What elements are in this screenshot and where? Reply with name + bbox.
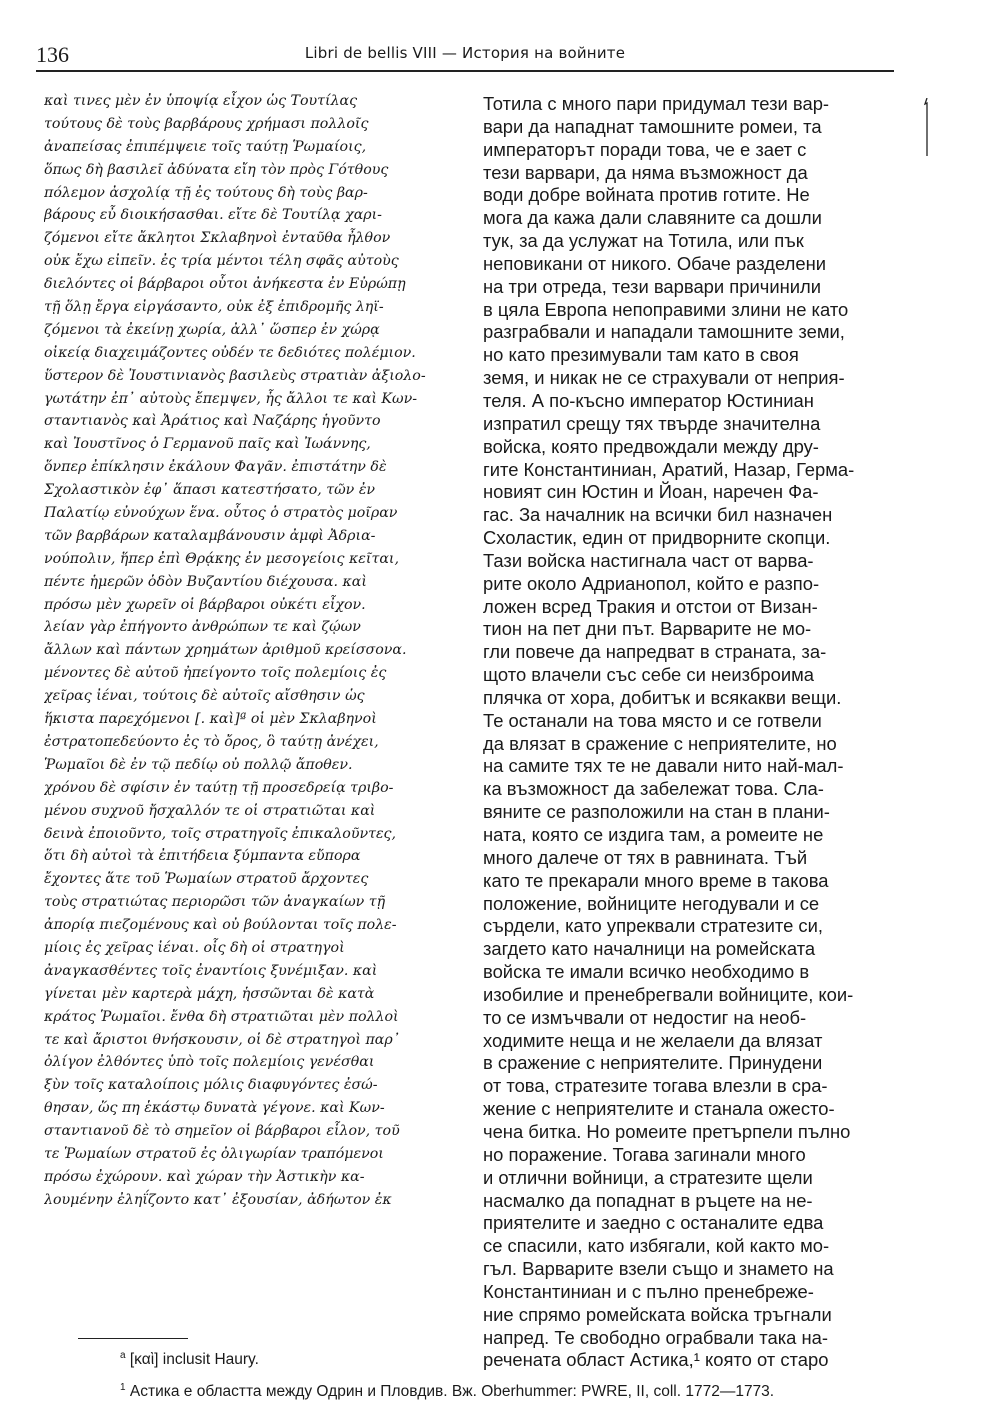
bulgarian-text-line: неповикани от никого. Обаче разделени [483, 252, 827, 274]
greek-text-line: δεινὰ ἐποιοῦντο, τοῖς στρατηγοῖς ἐπικαλοῦντες, [44, 825, 397, 842]
bulgarian-text-line: войска те имали всичко необходимо в [483, 961, 810, 983]
greek-text-line: καὶ τινες μὲν ἐν ὑποψίᾳ εἶχον ὡς Τουτίλας [44, 93, 358, 109]
greek-text-line: πρόσω μὲν χωρεῖν οἱ βάρβαροι οὐκέτι εἶχον. [44, 596, 366, 613]
greek-text-line: ζόμενοι τὰ ἐκείνῃ χωρία, ἀλλ᾽ ὥσπερ ἐν χώρᾳ [44, 321, 380, 338]
greek-text-line: πέντε ἡμερῶν ὁδὸν Βυζαντίου διέχουσα. καὶ [44, 573, 367, 590]
bulgarian-text-line: тези варвари, да няма възможност да [483, 161, 808, 183]
footnote-rule [78, 1338, 188, 1339]
greek-text-line: τοὺς στρατιώτας περιορῶσι τῶν ἀναγκαίων τῇ [44, 894, 386, 911]
greek-text-line: νούπολιν, ἥπερ ἐπὶ Θρᾴκης ἐν μεσογείοις κεῖται, [44, 550, 399, 567]
bulgarian-text-line: води добре войната против готите. Не [483, 184, 810, 206]
greek-text-line: ἥκιστα παρεχόμενοι [. καὶ]ª οἱ μὲν Σκλαβηνοὶ [44, 711, 377, 728]
greek-text-line: κράτος Ῥωμαῖοι. ἔνθα δὴ στρατιῶται μὲν πολλοὶ [44, 1008, 399, 1025]
greek-text-line: θησαν, ὥς πη ἑκάστῳ δυνατὰ γέγονε. καὶ Κων- [44, 1100, 385, 1117]
bulgarian-text-line: императорът поради това, че е зает с [483, 138, 807, 160]
footnote-1-text: Астика е областта между Одрин и Пловдив. Вж. Oberhummer: PWRE, II, coll. 1772—1773. [129, 1383, 775, 1401]
bulgarian-text-line: като те прекарали много време в такова [483, 869, 829, 891]
greek-text-line: ζόμενοι εἴτε ἄκλητοι Σκλαβηνοὶ ἐνταῦθα ἦλθον [44, 230, 391, 247]
greek-text-line: τε Ῥωμαίων στρατοῦ ἐς ὀλιγωρίαν τραπόμενοι [44, 1145, 384, 1162]
bulgarian-text-line: много далече от тях в равнината. Тъй [483, 846, 808, 868]
bulgarian-text-line: вари да нападнат тамошните ромеи, та [483, 115, 822, 137]
bulgarian-text-column [483, 93, 895, 1372]
footnote-1-marker: 1 [120, 1382, 126, 1393]
greek-text-line: ἀναγκασθέντες τοῖς ἐναντίοις ξυνέμιξαν. καὶ [44, 962, 378, 979]
greek-text-line: ὅνπερ ἐπίκλησιν ἐκάλουν Φαγᾶν. ἐπιστάτην δὲ [44, 459, 387, 476]
greek-text-line: μίοις ἐς χεῖρας ἰέναι. οἷς δὴ οἱ στρατηγοὶ [44, 939, 345, 956]
greek-text-line: διελόντες οἱ βάρβαροι οὗτοι ἀνήκεστα ἐν Εὐρώπῃ [44, 276, 406, 293]
bulgarian-text-line: но поражение. Тогава загинали много [483, 1143, 806, 1165]
bulgarian-text-line: тион на пет дни път. Варварите не мо- [483, 618, 812, 640]
bulgarian-text-line: мога да кажа дали славяните са дошли [483, 207, 822, 229]
bulgarian-text-line: войска, която предвождали между дру- [483, 435, 819, 457]
bulgarian-text-line: ната, която се издига там, а ромеите не [483, 824, 824, 845]
greek-text-line: ἀναπείσας ἐπιπέμψειε τοῖς ταύτῃ Ῥωμαίοις, [44, 138, 367, 155]
bulgarian-text-line: вяните се разположили на стан в плани- [483, 801, 830, 823]
bulgarian-text-line: гъл. Варварите взели също и знамето на [483, 1258, 834, 1280]
bulgarian-text-line: Схоластик, един от придворните скопци. [483, 527, 831, 549]
bulgarian-text-line: в цяла Европа непоправими злини не като [483, 298, 849, 320]
greek-text-line: τῇ ὅλῃ ἔργα εἰργάσαντο, οὐκ ἐξ ἐπιδρομῆς ληϊ- [44, 299, 384, 316]
bulgarian-text-line: земя, и никак не се страхували от неприя- [483, 367, 845, 389]
margin-mark [922, 98, 932, 156]
greek-text-line: μένου συχνοῦ ἤσχαλλόν τε οἱ στρατιῶται καὶ [44, 802, 376, 819]
greek-text-line: καὶ Ἰουστῖνος ὁ Γερμανοῦ παῖς καὶ Ἰωάννης, [44, 436, 371, 453]
bulgarian-text-line: се спасили, като избягали, кой както мо- [483, 1235, 830, 1257]
bulgarian-text-line: ка възможност да забележат това. Сла- [483, 778, 824, 800]
bulgarian-text-line: гите Константиниан, Аратий, Назар, Герма- [483, 458, 855, 480]
greek-text-line: γίνεται μὲν καρτερὰ μάχη, ἡσσῶνται δὲ κατὰ [44, 985, 375, 1002]
bulgarian-text-line: щото влачели със себе си неизброима [483, 664, 814, 686]
greek-text-line: ὕστερον δὲ Ἰουστινιανὸς βασιλεὺς στρατιὰν ἀξιολο- [44, 367, 426, 384]
greek-text-line: πόλεμον ἀσχολίᾳ τῇ ἐς τούτους δὴ τοὺς βαρ- [44, 184, 368, 201]
greek-text-line: ξὺν τοῖς καταλοίποις μόλις διαφυγόντες ἐσώ- [44, 1077, 378, 1094]
footnote-a-marker: a [120, 1350, 126, 1361]
bulgarian-text-line: рите около Адрианопол, който е разпо- [483, 572, 820, 594]
bulgarian-text-line: теля. А по-късно император Юстиниан [483, 389, 814, 411]
bulgarian-text-line: в сражение с неприятелите. Принудени [483, 1052, 823, 1074]
greek-text-line: ἐστρατοπεδεύοντο ἐς τὸ ὄρος, ὃ ταύτῃ ἀνέχει, [44, 733, 379, 750]
bulgarian-text-line: загдето като началници на ромейската [483, 938, 816, 960]
greek-text-line: ὀλίγον ἐλθόντες ὑπὸ τοῖς πολεμίοις γενέσθαι [44, 1054, 375, 1071]
bulgarian-text-line: приятелите и заедно с останалите едва [483, 1212, 824, 1234]
greek-text-line: γωτάτην ἐπ᾽ αὐτοὺς ἔπεμψεν, ἧς ἄλλοι τε καὶ Κων- [44, 390, 417, 407]
bulgarian-text-line: речената област Астика,¹ която от старо [483, 1349, 829, 1371]
bulgarian-text-line: сърдели, като упреквали стратезите си, [483, 915, 824, 937]
bulgarian-text-line: гли повече да напредват в страната, за- [483, 641, 827, 663]
bulgarian-text-line: насмалко да попаднат в ръцете на не- [483, 1189, 813, 1211]
greek-text-line: σταντιανὸς καὶ Ἀράτιος καὶ Ναζάρης ἡγοῦντο [44, 413, 381, 430]
bulgarian-text-line: да влязат в сражение с неприятелите, но [483, 732, 837, 754]
greek-text-line: οὐκ ἔχω εἰπεῖν. ἐς τρία μέντοι τέλη σφᾶς αὐτοὺς [44, 253, 399, 270]
greek-text-line: τε καὶ ἄριστοι θνήσκουσιν, οἱ δὲ στρατηγοὶ παρ᾽ [44, 1031, 400, 1048]
bulgarian-text-line: Те останали на това място и се готвели [483, 709, 822, 731]
greek-text-line: σταντιανοῦ δὲ τὸ σημεῖον οἱ βάρβαροι εἷλον, τοῦ [44, 1123, 400, 1140]
footnote-a [120, 1350, 259, 1369]
bulgarian-text-line: гас. За началник на всички бил назначен [483, 504, 833, 526]
greek-text-line: τῶν βαρβάρων καταλαμβάνουσιν ἀμφὶ Ἀδρια- [44, 527, 376, 544]
bulgarian-text-line: Тази войска настигнала част от варва- [483, 549, 814, 571]
header-rule [36, 70, 894, 72]
greek-text-line: τούτους δὲ τοὺς βαρβάρους χρήμασι πολλοῖς [44, 115, 369, 132]
bulgarian-text-line: чена битка. Но ромеите претърпели пълно [483, 1120, 851, 1142]
greek-text-line: πρόσω ἐχώρουν. καὶ χώραν τὴν Ἀστικὴν κα- [44, 1168, 365, 1185]
bulgarian-text-line: изпратил срещу тях твърде значителна [483, 412, 821, 434]
bulgarian-text-line: тук, за да услужат на Тотила, или пък [483, 230, 804, 252]
greek-text-line: βάρους εὖ διοικήσασθαι. εἴτε δὲ Τουτίλᾳ χαρι- [44, 207, 382, 224]
greek-text-line: ὅπως δὴ βασιλεῖ ἀδύνατα εἴη τὸν πρὸς Γότθους [44, 161, 389, 178]
bulgarian-text-line: и отлични войници, а стратезите щели [483, 1166, 813, 1188]
greek-text-line: λουμένην ἐληΐζοντο κατ᾽ ἐξουσίαν, ἀδήωτον ἐκ [44, 1191, 392, 1208]
bulgarian-text-line: ние спрямо ромейската войска тръгнали [483, 1303, 832, 1325]
bulgarian-text-line: напред. Те свободно ограбвали така на- [483, 1326, 829, 1348]
bulgarian-text-line: то се измъчвали от недостиг на необ- [483, 1006, 807, 1028]
bulgarian-text-line: на три отреда, тези варвари причинили [483, 275, 822, 297]
greek-text-line: λείαν γὰρ ἐπήγοντο ἀνθρώπων τε καὶ ζῴων [44, 619, 361, 636]
bulgarian-text-line: Константиниан и с пълно пренебреже- [483, 1280, 814, 1302]
greek-text-line: ἔχοντες ἅτε τοῦ Ῥωμαίων στρατοῦ ἄρχοντες [44, 871, 369, 888]
greek-text-line: Σχολαστικὸν ἐφ᾽ ἅπασι κατεστήσατο, τῶν ἐν [44, 482, 376, 499]
running-head: Libri de bellis VIII — История на войните [304, 44, 626, 62]
bulgarian-text-line: но като презимували там като в своя [483, 344, 799, 366]
bulgarian-text-line: новият син Юстин и Йоан, наречен Фа- [483, 481, 819, 503]
page-number: 136 [36, 42, 69, 67]
bulgarian-text-line: положение, войниците негодували и се [483, 892, 820, 914]
greek-text-line: ὅτι δὴ αὐτοὶ τὰ ἐπιτήδεια ξύμπαντα εὔπορα [44, 848, 361, 865]
bulgarian-text-line: жение с неприятелите и станала ожесто- [483, 1098, 835, 1120]
bulgarian-text-line: на самите тях те не давали нито най-мал- [483, 755, 844, 777]
bulgarian-text-line: ходимите неща и не желаели да влязат [483, 1029, 823, 1051]
greek-text-line: μένοντες δὲ αὐτοῦ ἠπείγοντο τοῖς πολεμίοις ἐς [44, 665, 387, 682]
page-header [36, 42, 894, 68]
greek-text-line: χεῖρας ἰέναι, τούτοις δὲ αὐτοῖς αἴσθησιν ὡς [44, 688, 365, 705]
greek-text-line: ἀπορίᾳ πιεζομένους καὶ οὐ βούλονται τοῖς πολε- [44, 917, 397, 934]
bulgarian-text-line: плячка от хора, добитък и всякакви вещи. [483, 686, 842, 708]
bulgarian-text-line: изобилие и пренебрегвали войниците, кои- [483, 983, 854, 1005]
greek-text-line: χρόνου δὲ σφίσιν ἐν ταύτῃ τῇ προσεδρείᾳ τριβο- [44, 779, 394, 796]
footnote-1 [120, 1382, 774, 1401]
greek-text-line: ἄλλων καὶ πάντων χρημάτων ἀριθμοῦ κρείσσονα. [44, 642, 407, 659]
footnote-a-text: [καὶ] inclusit Haury. [129, 1351, 259, 1369]
bulgarian-text-line: от това, стратезите тогава влезли в сра- [483, 1075, 828, 1097]
greek-text-line: οἰκείᾳ διαχειμάζοντες οὐδέν τε δεδιότες πολέμιον. [44, 344, 416, 361]
greek-text-line: Ῥωμαῖοι δὲ ἐν τῷ πεδίῳ οὐ πολλῷ ἄποθεν. [44, 756, 353, 773]
greek-text-column [44, 90, 462, 1212]
bulgarian-text-line: Тотила с много пари придумал тези вар- [483, 93, 830, 114]
greek-text-line: Παλατίῳ εὐνούχων ἕνα. οὗτος ὁ στρατὸς μοῖραν [44, 505, 398, 522]
bulgarian-text-line: разграбвали и нападали тамошните земи, [483, 321, 845, 343]
bulgarian-text-line: ложен всред Тракия и отстои от Визан- [483, 595, 818, 617]
